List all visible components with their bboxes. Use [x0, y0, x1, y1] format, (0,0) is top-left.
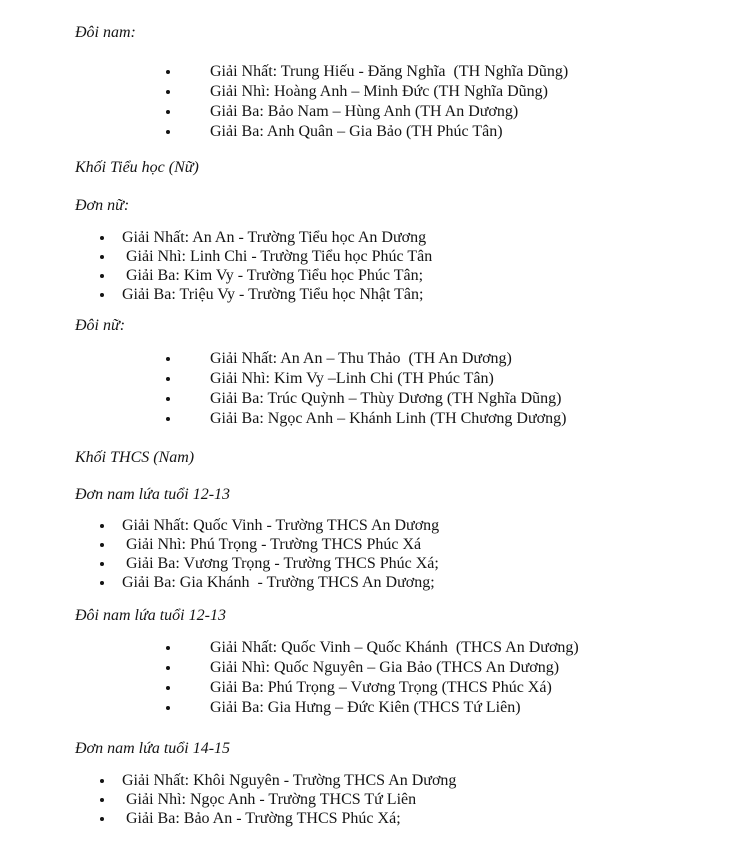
award-text: Giải Ba: Triệu Vy - Trường Tiểu học Nhật Tân;	[122, 286, 424, 303]
bullet-icon	[166, 666, 170, 670]
list-item	[0, 285, 740, 304]
list-item	[0, 122, 740, 142]
list-item	[0, 535, 740, 554]
bullet-icon	[166, 357, 170, 361]
award-list-doi-nam	[0, 62, 740, 142]
award-text: Giải Ba: Bảo Nam – Hùng Anh (TH An Dương)	[210, 103, 519, 120]
award-text: Giải Nhất: Trung Hiếu - Đăng Nghĩa (TH Nghĩa Dũng)	[210, 63, 569, 80]
section-heading-don-nu: Đơn nữ:	[75, 197, 130, 214]
bullet-icon	[100, 581, 104, 585]
section-heading-don-nam-14-15: Đơn nam lứa tuổi 14-15	[75, 740, 231, 757]
award-text: Giải Ba: Bảo An - Trường THCS Phúc Xá;	[122, 810, 401, 827]
list-item	[0, 809, 740, 828]
bullet-icon	[100, 798, 104, 802]
award-text: Giải Ba: Kim Vy - Trường Tiểu học Phúc Tân;	[122, 267, 424, 284]
bullet-icon	[100, 779, 104, 783]
bullet-icon	[166, 646, 170, 650]
list-item	[0, 698, 740, 718]
award-text: Giải Nhì: Hoàng Anh – Minh Đức (TH Nghĩa Dũng)	[210, 83, 548, 100]
list-item	[0, 62, 740, 82]
list-item	[0, 266, 740, 285]
list-item	[0, 102, 740, 122]
award-list-don-nam-14-15	[0, 771, 740, 828]
award-text: Giải Ba: Vương Trọng - Trường THCS Phúc Xá;	[122, 555, 439, 572]
award-text: Giải Nhì: Phú Trọng - Trường THCS Phúc Xá	[122, 536, 422, 553]
award-text: Giải Ba: Anh Quân – Gia Bảo (TH Phúc Tân)	[210, 123, 503, 140]
bullet-icon	[166, 70, 170, 74]
award-list-doi-nam-12-13	[0, 638, 740, 718]
bullet-icon	[166, 110, 170, 114]
list-item	[0, 349, 740, 369]
award-text: Giải Nhất: An An – Thu Thảo (TH An Dương)	[210, 350, 512, 367]
bullet-icon	[100, 293, 104, 297]
list-item	[0, 573, 740, 592]
list-item	[0, 638, 740, 658]
section-heading-doi-nam: Đôi nam:	[75, 24, 136, 41]
bullet-icon	[166, 130, 170, 134]
section-heading-khoi-tieu-hoc-nu: Khối Tiểu học (Nữ)	[75, 159, 199, 176]
list-item	[0, 409, 740, 429]
list-item	[0, 554, 740, 573]
bullet-icon	[166, 90, 170, 94]
bullet-icon	[100, 255, 104, 259]
award-text: Giải Nhì: Quốc Nguyên – Gia Bảo (THCS An Dương)	[210, 659, 560, 676]
list-item	[0, 369, 740, 389]
award-list-don-nam-12-13	[0, 516, 740, 592]
section-heading-khoi-thcs-nam: Khối THCS (Nam)	[75, 449, 195, 466]
list-item	[0, 228, 740, 247]
list-item	[0, 658, 740, 678]
award-text: Giải Ba: Phú Trọng – Vương Trọng (THCS Phúc Xá)	[210, 679, 552, 696]
bullet-icon	[166, 377, 170, 381]
list-item	[0, 790, 740, 809]
bullet-icon	[166, 417, 170, 421]
award-text: Giải Nhất: Quốc Vinh - Trường THCS An Dương	[122, 517, 440, 534]
bullet-icon	[100, 562, 104, 566]
bullet-icon	[166, 686, 170, 690]
bullet-icon	[100, 274, 104, 278]
list-item	[0, 771, 740, 790]
award-text: Giải Nhì: Kim Vy –Linh Chi (TH Phúc Tân)	[210, 370, 494, 387]
award-text: Giải Nhì: Ngọc Anh - Trường THCS Tứ Liên	[122, 791, 417, 808]
award-text: Giải Nhất: Quốc Vinh – Quốc Khánh (THCS An Dương)	[210, 639, 579, 656]
award-text: Giải Nhì: Linh Chi - Trường Tiểu học Phúc Tân	[122, 248, 433, 265]
list-item	[0, 516, 740, 535]
award-list-doi-nu	[0, 349, 740, 429]
award-text: Giải Nhất: An An - Trường Tiểu học An Dương	[122, 229, 427, 246]
list-item	[0, 247, 740, 266]
section-heading-don-nam-12-13: Đơn nam lứa tuổi 12-13	[75, 486, 231, 503]
award-text: Giải Ba: Ngọc Anh – Khánh Linh (TH Chương Dương)	[210, 410, 567, 427]
bullet-icon	[100, 524, 104, 528]
list-item	[0, 82, 740, 102]
section-heading-doi-nu: Đôi nữ:	[75, 317, 126, 334]
list-item	[0, 678, 740, 698]
award-list-don-nu	[0, 228, 740, 304]
bullet-icon	[166, 397, 170, 401]
award-text: Giải Ba: Trúc Quỳnh – Thùy Dương (TH Nghĩa Dũng)	[210, 390, 562, 407]
award-text: Giải Ba: Gia Hưng – Đức Kiên (THCS Tứ Liên)	[210, 699, 521, 716]
bullet-icon	[100, 543, 104, 547]
bullet-icon	[166, 706, 170, 710]
award-text: Giải Ba: Gia Khánh - Trường THCS An Dương;	[122, 574, 435, 591]
section-heading-doi-nam-12-13: Đôi nam lứa tuổi 12-13	[75, 607, 226, 624]
bullet-icon	[100, 236, 104, 240]
list-item	[0, 389, 740, 409]
bullet-icon	[100, 817, 104, 821]
award-text: Giải Nhất: Khôi Nguyên - Trường THCS An Dương	[122, 772, 457, 789]
